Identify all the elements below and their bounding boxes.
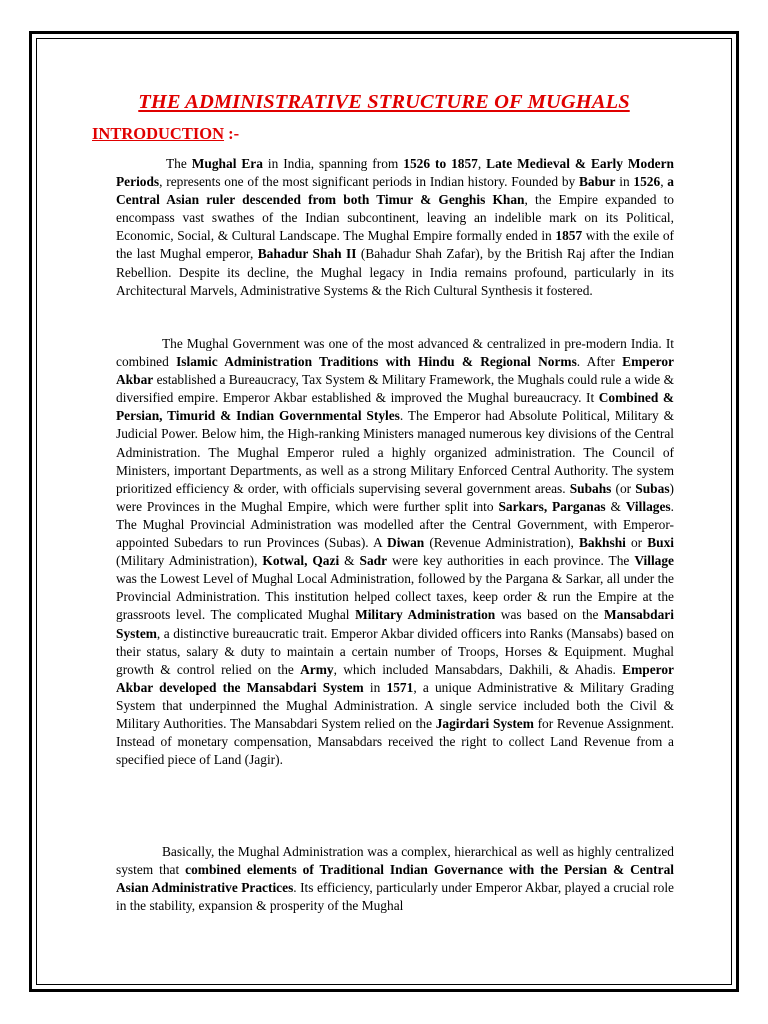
- bold-text: Combined & Persian, Timurid & Indian Governmental Styles: [116, 390, 674, 424]
- paragraph-1: [116, 155, 674, 300]
- bold-text: Bahadur Shah II: [257, 246, 357, 262]
- bold-text: Mughal Era: [191, 156, 263, 171]
- body-text: ,: [660, 174, 668, 190]
- body-text: (or: [611, 480, 636, 496]
- body-text: The: [166, 156, 192, 171]
- body-text: in: [363, 679, 387, 695]
- bold-text: Emperor Akbar: [116, 354, 674, 388]
- body-text: ) were Provinces in the Mughal Empire, which were further split into: [116, 480, 674, 514]
- body-text: with the exile of the last Mughal emperor,: [116, 228, 674, 262]
- bold-text: Diwan: [387, 535, 425, 551]
- body-text: , a unique Administrative & Military Grading System that underpinned the Mughal Administration. A single service included both the Civil & Military Authorities. The Mansabdari System relied on the: [116, 679, 674, 731]
- body-text: (Bahadur Shah Zafar), by the British Raj after the Indian Rebellion. Despite its decline, the Mughal legacy in India remains profound, particularly in its Architectural Marvels, Administrative Systems & the Rich Cultural Synthesis it fostered.: [116, 246, 674, 298]
- intro-heading: [92, 124, 239, 144]
- bold-text: Subas: [635, 480, 670, 496]
- bold-text: Buxi: [647, 535, 674, 551]
- body-text: , a distinctive bureaucratic trait. Emperor Akbar divided officers into Ranks (Mansabs) based on their status, salary & duty to maintain a certain number of Troops, Horses & Equipment. Mughal growth & control relied on the: [116, 625, 674, 677]
- body-text: Basically, the Mughal Administration was a complex, hierarchical as well as highly centralized system that: [116, 844, 674, 878]
- bold-text: 1571: [386, 679, 414, 695]
- body-text: ,: [477, 156, 487, 171]
- bold-text: 1526 to 1857: [403, 156, 478, 171]
- paragraph-3: [116, 843, 674, 915]
- body-text: was the Lowest Level of Mughal Local Administration, followed by the Pargana & Sarkar, all under the Provincial Administration. This institution helped collect taxes, keep order & run the Empire at the grassroots level. The complicated Mughal: [116, 571, 674, 623]
- bold-text: Sarkars, Parganas: [498, 498, 606, 514]
- body-text: in: [615, 174, 634, 190]
- bold-text: Army: [300, 661, 334, 677]
- bold-text: Jagirdari System: [435, 715, 534, 731]
- bold-text: a Central Asian ruler descended from both Timur & Genghis Khan: [116, 174, 674, 208]
- document-title: THE ADMINISTRATIVE STRUCTURE OF MUGHALS: [138, 91, 630, 113]
- body-text: established a Bureaucracy, Tax System & Military Framework, the Mughals could rule a wide & diversified empire. Emperor Akbar established & improved the Mughal bureaucracy. It: [116, 372, 674, 406]
- intro-heading-suffix: :-: [224, 124, 240, 143]
- body-text: &: [339, 553, 360, 569]
- body-text: (Military Administration),: [116, 553, 263, 569]
- bold-text: Subahs: [569, 480, 612, 496]
- bold-text: Islamic Administration Traditions with Hindu & Regional Norms: [176, 354, 577, 370]
- body-text: , represents one of the most significant periods in Indian history. Founded by: [159, 174, 579, 190]
- body-text: . The Mughal Provincial Administration was modelled after the Central Government, with Emperor-appointed Subedars to run Provinces (Subas). A: [116, 498, 674, 551]
- bold-text: Mansabdari System: [116, 607, 674, 641]
- body-text: The Mughal Government was one of the most advanced & centralized in pre-modern India. It combined: [116, 336, 674, 370]
- body-text: or: [625, 535, 648, 551]
- bold-text: Kotwal, Qazi: [262, 553, 340, 569]
- bold-text: Villages: [625, 498, 671, 514]
- bold-text: Bakhshi: [578, 535, 626, 551]
- paragraph-2: [116, 335, 674, 769]
- bold-text: 1857: [555, 228, 583, 244]
- body-text: . After: [576, 354, 623, 370]
- body-text: , which included Mansabdars, Dakhili, & Ahadis.: [333, 661, 623, 677]
- body-text: was based on the: [495, 607, 605, 623]
- body-text: for Revenue Assignment. Instead of monetary compensation, Mansabdars received the right to collect Land Revenue from a specified piece of Land (Jagir).: [116, 715, 674, 768]
- bold-text: Late Medieval & Early Modern Periods: [116, 156, 674, 190]
- bold-text: Military Administration: [355, 607, 496, 623]
- body-text: . The Emperor had Absolute Political, Military & Judicial Power. Below him, the High-ranking Ministers managed numerous key divisions of the Central Administration. The Mughal Emperor ruled a highly organized administration. The Council of Ministers, important Departments, as well as a strong Military Enforced Central Authority. The system prioritized efficiency & order, with officials supervising several government areas.: [116, 408, 674, 496]
- bold-text: Emperor Akbar developed the Mansabdari System: [116, 661, 674, 695]
- body-text: &: [605, 498, 626, 514]
- body-text: , the Empire expanded to encompass vast swathes of the Indian subcontinent, leaving an indelible mark on its Political, Economic, Social, & Cultural Landscape. The Mughal Empire formally ended in: [116, 192, 674, 244]
- body-text: in India, spanning from: [262, 156, 404, 171]
- bold-text: Babur: [579, 174, 616, 190]
- bold-text: 1526: [633, 174, 661, 190]
- body-text: . Its efficiency, particularly under Emperor Akbar, played a crucial role in the stability, expansion & prosperity of the Mughal: [116, 880, 674, 914]
- body-text: (Revenue Administration),: [424, 535, 579, 551]
- bold-text: combined elements of Traditional Indian Governance with the Persian & Central Asian Administrative Practices: [116, 862, 674, 896]
- bold-text: Village: [634, 553, 674, 569]
- body-text: were key authorities in each province. The: [387, 553, 635, 569]
- intro-heading-label: INTRODUCTION: [92, 124, 225, 143]
- bold-text: Sadr: [359, 553, 388, 569]
